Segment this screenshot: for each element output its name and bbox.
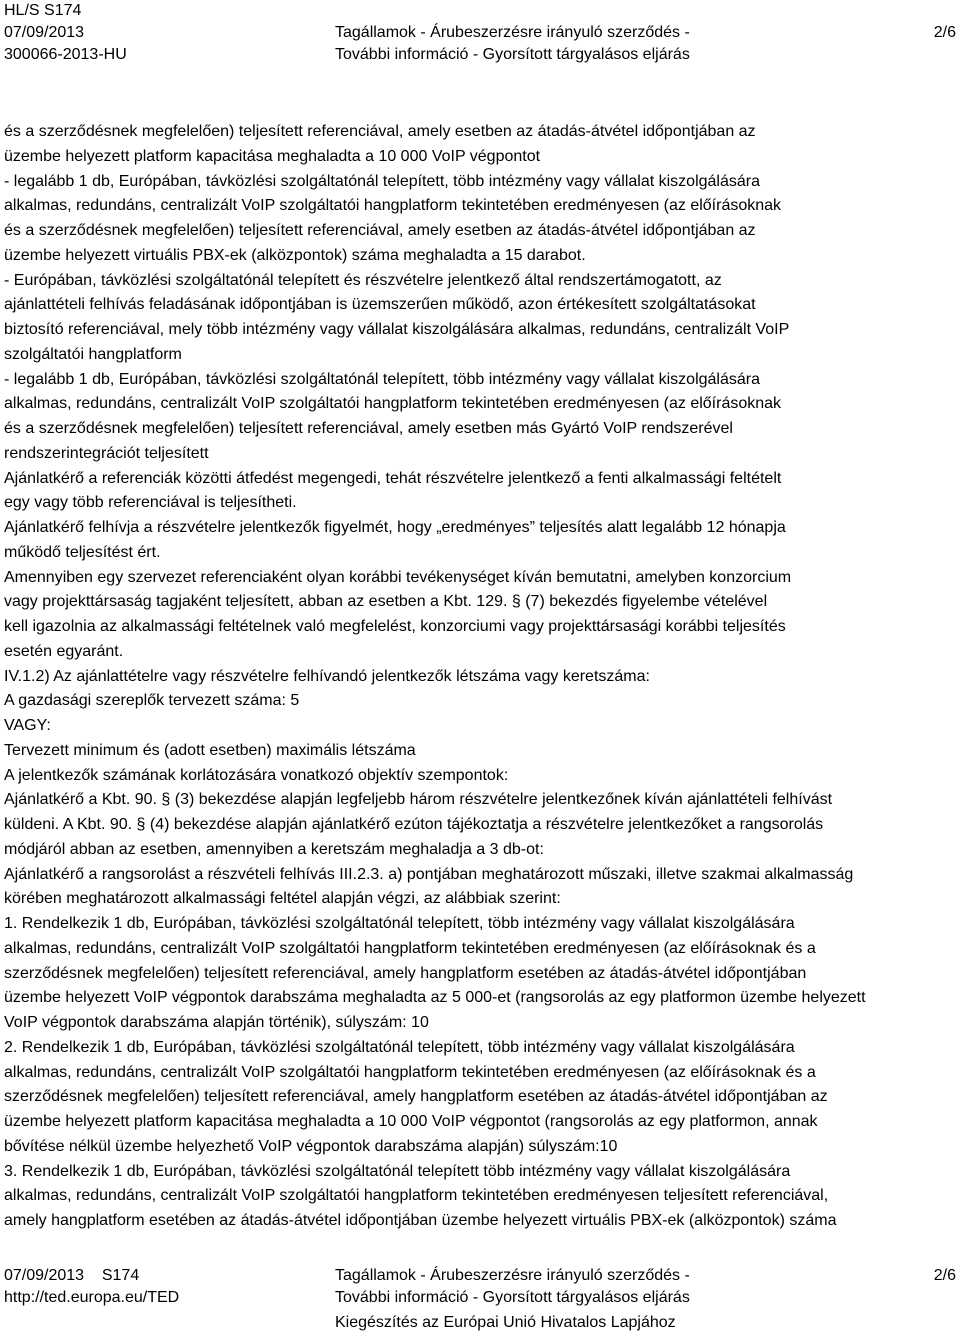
footer-title-line1: Tagállamok - Árubeszerzésre irányuló szerződés - <box>335 1267 690 1284</box>
body-line: Ajánlatkérő a referenciák közötti átfedést megengedi, tehát részvételre jelentkező a fenti alkalmassági feltételt <box>4 469 782 487</box>
header-date: 07/09/2013 <box>4 24 85 41</box>
body-line: - legalább 1 db, Európában, távközlési szolgáltatónál telepített, több intézmény vagy vállalat kiszolgálására <box>4 172 761 190</box>
body-line: üzembe helyezett VoIP végpontok darabszáma meghaladta az 5 000-et (rangsorolás az egy platformon üzembe helyezett <box>4 989 866 1007</box>
footer-url[interactable]: http://ted.europa.eu/TED <box>4 1289 180 1306</box>
body-line: IV.1.2) Az ajánlattételre vagy részvételre felhívandó jelentkezők létszáma vagy keretszáma: <box>4 667 650 685</box>
body-line: VoIP végpontok darabszáma alapján történik), súlyszám: 10 <box>4 1014 429 1031</box>
body-line: szolgáltatói hangplatform <box>4 345 182 363</box>
header-title-line2: További információ - Gyorsított tárgyalásos eljárás <box>335 46 690 63</box>
header-title-line1: Tagállamok - Árubeszerzésre irányuló szerződés - <box>335 24 690 41</box>
body-line: alkalmas, redundáns, centralizált VoIP szolgáltatói hangplatform tekintetében eredményesen (az előírásoknak <box>4 197 782 215</box>
document-body <box>4 120 956 1234</box>
body-line: alkalmas, redundáns, centralizált VoIP szolgáltatói hangplatform tekintetében eredményesen teljesített referenciával, <box>4 1187 829 1205</box>
body-line: szerződésnek megfelelően) teljesített referenciával, amely hangplatform esetében az átadás-átvétel időpontjában <box>4 964 807 982</box>
body-line: módjáról abban az esetben, amennyiben a keretszám meghaladja a 3 db-ot: <box>4 840 544 858</box>
notice-id: 300066-2013-HU <box>4 46 127 63</box>
body-line: Tervezett minimum és (adott esetben) maximális létszáma <box>4 741 416 759</box>
header-page-number: 2/6 <box>933 24 956 41</box>
body-line: kell igazolnia az alkalmassági feltételnek való megfelelést, konzorciumi vagy projekttársasági korábbi teljesítés <box>4 618 786 635</box>
body-line: üzembe helyezett platform kapacitása meghaladta a 10 000 VoIP végpontot <box>4 147 541 165</box>
footer-title-line2: További információ - Gyorsított tárgyalásos eljárás <box>335 1289 690 1306</box>
body-line: 1. Rendelkezik 1 db, Európában, távközlési szolgáltatónál telepített, több intézmény vagy vállalat kiszolgálására <box>4 915 795 932</box>
body-line: üzembe helyezett platform kapacitása meghaladta a 10 000 VoIP végpontot (rangsorolás az egy platformon, annak <box>4 1113 818 1130</box>
body-line: amely hangplatform esetében az átadás-átvétel időpontjában üzembe helyezett virtuális PBX-ek (alközpontok) száma <box>4 1212 837 1229</box>
body-line: üzembe helyezett virtuális PBX-ek (alközpontok) száma meghaladta a 15 darabot. <box>4 246 586 264</box>
body-line: - Európában, távközlési szolgáltatónál telepített és részvételre jelentkező által rendszertámogatott, az <box>4 271 722 289</box>
body-line: A jelentkezők számának korlátozására vonatkozó objektív szempontok: <box>4 766 509 784</box>
body-line: ajánlattételi felhívás feladásának időpontjában is üzemszerűen működő, azon értékesített szolgáltatásokat <box>4 296 756 314</box>
body-line: VAGY: <box>4 717 51 734</box>
body-line: és a szerződésnek megfelelően) teljesített referenciával, amely esetben az átadás-átvétel időpontjában az <box>4 222 756 239</box>
body-line: Ajánlatkérő a Kbt. 90. § (3) bekezdése alapján legfeljebb három részvételre jelentkezőnek kíván ajánlattételi felhívást <box>4 791 833 809</box>
footer-date: 07/09/2013 <box>4 1267 85 1284</box>
body-line: küldeni. A Kbt. 90. § (4) bekezdése alapján ajánlatkérő ezúton tájékoztatja a részvételre jelentkezőket a rangsorolás <box>4 816 824 833</box>
footer-series: S174 <box>101 1267 140 1284</box>
body-line: 2. Rendelkezik 1 db, Európában, távközlési szolgáltatónál telepített, több intézmény vagy vállalat kiszolgálására <box>4 1038 795 1056</box>
body-line: vagy projekttársaság tagjaként teljesített, abban az esetben a Kbt. 129. § (7) bekezdés figyelembe vételével <box>4 593 768 611</box>
footer-date-series <box>4 1265 139 1287</box>
body-line: és a szerződésnek megfelelően) teljesített referenciával, amely esetben az átadás-átvétel időpontjában az <box>4 123 756 140</box>
body-line: - legalább 1 db, Európában, távközlési szolgáltatónál telepített, több intézmény vagy vállalat kiszolgálására <box>4 370 761 388</box>
body-line: és a szerződésnek megfelelően) teljesített referenciával, amely esetben más Gyártó VoIP rendszerével <box>4 420 733 437</box>
body-line: Ajánlatkérő a rangsorolást a részvételi felhívás III.2.3. a) pontjában meghatározott műszaki, illetve szakmai alkalmasság <box>4 865 854 883</box>
footer-page-number: 2/6 <box>933 1267 956 1284</box>
body-line: alkalmas, redundáns, centralizált VoIP szolgáltatói hangplatform tekintetében eredményesen (az előírásoknak és a <box>4 939 816 957</box>
body-line: Ajánlatkérő felhívja a részvételre jelentkezők figyelmét, hogy „eredményes” teljesítés alatt legalább 12 hónapja <box>4 519 786 536</box>
body-line: esetén egyaránt. <box>4 642 124 660</box>
body-line: 3. Rendelkezik 1 db, Európában, távközlési szolgáltatónál telepített több intézmény vagy vállalat kiszolgálására <box>4 1162 791 1180</box>
body-line: A gazdasági szereplők tervezett száma: 5 <box>4 692 300 710</box>
body-line: Amennyiben egy szervezet referenciaként olyan korábbi tevékenységet kíván bemutatni, amelyben konzorcium <box>4 568 792 586</box>
body-line: biztosító referenciával, mely több intézmény vagy vállalat kiszolgálására alkalmas, redundáns, centralizált VoIP <box>4 321 790 338</box>
body-line: alkalmas, redundáns, centralizált VoIP szolgáltatói hangplatform tekintetében eredményesen (az előírásoknak <box>4 395 782 413</box>
doc-code: HL/S S174 <box>4 2 82 19</box>
body-line: rendszerintegrációt teljesített <box>4 444 209 462</box>
body-line: alkalmas, redundáns, centralizált VoIP szolgáltatói hangplatform tekintetében eredményesen (az előírásoknak és a <box>4 1063 816 1081</box>
body-line: egy vagy több referenciával is teljesítheti. <box>4 494 297 512</box>
body-line: bővítése nélkül üzembe helyezhető VoIP végpontok darabszáma alapján) súlyszám:10 <box>4 1137 618 1155</box>
body-line: működő teljesítést ért. <box>4 543 161 561</box>
body-line: szerződésnek megfelelően) teljesített referenciával, amely hangplatform esetében az átadás-átvétel időpontjában az <box>4 1088 828 1106</box>
footer-title-line3: Kiegészítés az Európai Unió Hivatalos Lapjához <box>335 1314 676 1331</box>
body-line: körében meghatározott alkalmassági feltétel alapján végzi, az alábbiak szerint: <box>4 890 561 908</box>
